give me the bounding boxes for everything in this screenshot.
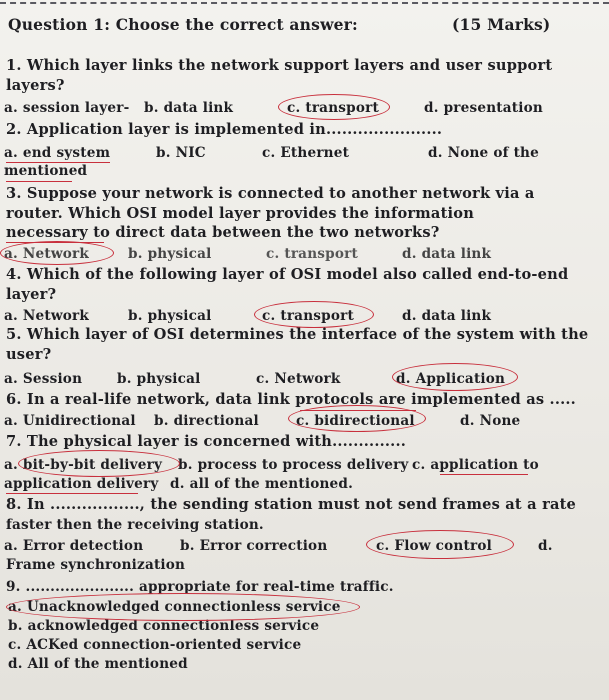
q8-option-b: b. Error correction — [180, 538, 328, 554]
q5-text-line1: 5. Which layer of OSI determines the interface of the system with the — [6, 326, 589, 343]
underline-q7-c-cont — [6, 493, 138, 494]
q7-option-c-cont: application delivery — [4, 476, 159, 492]
q3-option-d: d. data link — [402, 246, 492, 262]
q9-option-c: c. ACKed connection-oriented service — [8, 637, 302, 653]
marks-label: (15 Marks) — [452, 15, 551, 34]
q1-option-a: a. session layer- — [4, 100, 130, 116]
q2-option-c: c. Ethernet — [262, 145, 350, 161]
q4-option-d: d. data link — [402, 308, 492, 324]
q2-option-b: b. NIC — [156, 145, 206, 161]
q8-text-line1: 8. In ................., the sending station must not send frames at a rate — [6, 496, 577, 513]
q1-option-b: b. data link — [144, 100, 234, 116]
q7-option-b: b. process to process delivery — [178, 457, 409, 473]
q4-text-line2: layer? — [6, 286, 57, 303]
q3-option-a: a. Network — [4, 246, 89, 262]
underline-q7-c — [440, 474, 528, 475]
q1-text-line1: 1. Which layer links the network support layers and user support — [6, 57, 553, 74]
q1-option-c: c. transport — [287, 100, 379, 116]
q3-text-line1: 3. Suppose your network is connected to another network via a — [6, 185, 535, 202]
q3-option-c: c. transport — [266, 246, 358, 262]
q3-option-b: b. physical — [128, 246, 212, 262]
q8-option-d-cont: Frame synchronization — [6, 557, 186, 573]
q8-text-line2: faster then the receiving station. — [6, 517, 264, 533]
underline-q6-protocols — [300, 410, 416, 411]
q2-text: 2. Application layer is implemented in...................... — [6, 121, 443, 138]
q3-text-line3: necessary to direct data between the two networks? — [6, 224, 440, 241]
question-heading: Question 1: Choose the correct answer: — [8, 15, 358, 34]
answer-underline-q3 — [6, 242, 104, 243]
q6-option-d: d. None — [460, 413, 521, 429]
q7-option-a: a. bit-by-bit delivery — [4, 457, 163, 473]
answer-underline-q2b — [6, 181, 72, 182]
q9-option-d: d. All of the mentioned — [8, 656, 188, 672]
q7-option-d: d. all of the mentioned. — [170, 476, 354, 492]
q4-text-line1: 4. Which of the following layer of OSI model also called end-to-end — [6, 266, 569, 283]
q9-text: 9. ...................... appropriate for real-time traffic. — [6, 579, 394, 595]
q5-option-c: c. Network — [256, 371, 341, 387]
q5-option-a: a. Session — [4, 371, 83, 387]
q1-option-d: d. presentation — [424, 100, 543, 116]
q4-option-a: a. Network — [4, 308, 89, 324]
top-dashed-border — [0, 2, 609, 4]
q2-option-a: a. end system — [4, 145, 111, 161]
q6-option-c: c. bidirectional — [296, 413, 415, 429]
q2-option-d: d. None of the — [428, 145, 539, 161]
q6-option-b: b. directional — [154, 413, 259, 429]
q6-option-a: a. Unidirectional — [4, 413, 136, 429]
q5-option-d: d. Application — [396, 371, 506, 387]
q7-option-c: c. application to — [412, 457, 539, 473]
q5-text-line2: user? — [6, 346, 52, 363]
q2-option-d-cont: mentioned — [4, 163, 88, 179]
q9-option-a: a. Unacknowledged connectionless service — [8, 599, 341, 615]
q3-text-line2: router. Which OSI model layer provides the information — [6, 205, 475, 222]
q8-option-a: a. Error detection — [4, 538, 144, 554]
q1-text-line2: layers? — [6, 77, 65, 94]
q4-option-b: b. physical — [128, 308, 212, 324]
q5-option-b: b. physical — [117, 371, 201, 387]
q7-text: 7. The physical layer is concerned with.............. — [6, 433, 407, 450]
q6-text: 6. In a real-life network, data link protocols are implemented as ..... — [6, 391, 576, 408]
q4-option-c: c. transport — [262, 308, 354, 324]
q8-option-d: d. — [538, 538, 553, 554]
q9-option-b: b. acknowledged connectionless service — [8, 618, 320, 634]
q8-option-c: c. Flow control — [376, 538, 492, 554]
answer-underline-q2 — [6, 162, 110, 163]
